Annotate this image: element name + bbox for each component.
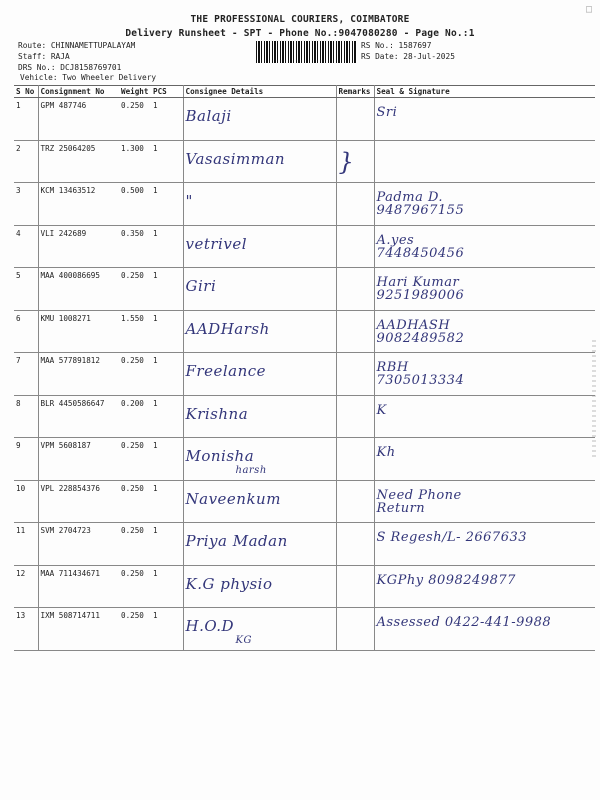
consignee-name: vetrivel [185, 234, 247, 253]
signature-text: Assessed 0422-441-9988 [376, 615, 552, 630]
row-remarks [336, 480, 374, 523]
row-consignee [183, 395, 336, 438]
table-row [14, 310, 595, 353]
row-signature [374, 225, 595, 268]
table-row [14, 395, 595, 438]
row-consignee [183, 98, 336, 141]
row-consignment: MAA 577891812 [38, 353, 119, 396]
row-weight: 0.250 [119, 438, 151, 481]
rs-number: RS No.: 1587697 [361, 41, 432, 50]
col-consignee: Consignee Details [183, 86, 336, 98]
consignee-handwriting [186, 107, 334, 125]
row-consignee [183, 565, 336, 608]
row-weight: 0.250 [119, 565, 151, 608]
row-signature [374, 140, 595, 183]
row-pcs: 1 [151, 395, 183, 438]
row-signature [374, 608, 595, 651]
row-consignment: VPM 5608187 [38, 438, 119, 481]
consignee-handwriting [186, 532, 334, 550]
signature-handwriting [377, 318, 594, 346]
row-sno: 7 [14, 353, 38, 396]
company-title: THE PROFESSIONAL COURIERS, COIMBATORE [190, 14, 410, 25]
row-sno: 12 [14, 565, 38, 608]
signature-text: RBH [376, 360, 409, 375]
row-sno: 8 [14, 395, 38, 438]
row-weight: 1.550 [119, 310, 151, 353]
row-remarks [336, 438, 374, 481]
row-sno: 6 [14, 310, 38, 353]
row-consignment: IXM 508714711 [38, 608, 119, 651]
row-remarks [336, 353, 374, 396]
row-consignment: KCM 13463512 [38, 183, 119, 226]
table-row [14, 438, 595, 481]
row-consignee [183, 183, 336, 226]
row-signature [374, 438, 595, 481]
row-signature [374, 395, 595, 438]
row-weight: 0.250 [119, 98, 151, 141]
row-consignment: BLR 4450586647 [38, 395, 119, 438]
consignee-name: K.G physio [185, 574, 273, 593]
col-pcs: PCS [151, 86, 183, 98]
row-pcs: 1 [151, 353, 183, 396]
corner-icon: □ [585, 4, 592, 15]
row-consignee [183, 310, 336, 353]
row-pcs: 1 [151, 98, 183, 141]
consignee-name: AADHarsh [185, 319, 270, 338]
signature-handwriting [377, 105, 594, 120]
row-pcs: 1 [151, 183, 183, 226]
signature-phone: 9082489582 [376, 330, 465, 346]
consignee-handwriting [185, 617, 334, 646]
row-signature [374, 565, 595, 608]
signature-handwriting [377, 360, 594, 388]
row-remarks [336, 523, 374, 566]
remarks-mark: } [338, 147, 354, 176]
signature-handwriting [377, 530, 594, 545]
row-remarks [336, 565, 374, 608]
signature-handwriting [377, 573, 594, 588]
col-sno: S No [14, 86, 38, 98]
signature-handwriting [377, 190, 594, 218]
rs-date: RS Date: 28-Jul-2025 [361, 52, 455, 61]
row-weight: 0.250 [119, 268, 151, 311]
row-remarks [336, 310, 374, 353]
row-sno: 9 [14, 438, 38, 481]
vehicle-field: Vehicle: Two Wheeler Delivery [20, 73, 157, 82]
row-signature [374, 523, 595, 566]
row-consignment: SVM 2704723 [38, 523, 119, 566]
table-row [14, 268, 595, 311]
consignee-handwriting [186, 277, 334, 295]
row-remarks [336, 608, 374, 651]
route-field: Route: CHINNAMETTUPALAYAM [18, 41, 136, 50]
row-consignee [183, 438, 336, 481]
signature-text: Padma D. [376, 190, 444, 205]
signature-phone: 7448450456 [376, 245, 465, 261]
consignee-handwriting [186, 150, 334, 168]
barcode [256, 41, 357, 63]
row-consignee [183, 523, 336, 566]
col-weight: Weight [119, 86, 151, 98]
signature-handwriting [377, 445, 594, 460]
row-weight: 0.250 [119, 353, 151, 396]
row-sno: 3 [14, 183, 38, 226]
row-remarks [336, 225, 374, 268]
row-sno: 13 [14, 608, 38, 651]
row-consignment: GPM 487746 [38, 98, 119, 141]
signature-text: A.yes [376, 232, 415, 248]
signature-text: Hari Kumar [376, 275, 460, 290]
signature-handwriting [377, 615, 594, 630]
consignee-handwriting [186, 320, 334, 338]
row-signature [374, 268, 595, 311]
row-consignee [183, 140, 336, 183]
consignee-handwriting [186, 405, 334, 423]
drs-field: DRS No.: DCJ8158769701 [18, 63, 122, 72]
row-sno: 11 [14, 523, 38, 566]
signature-text: S Regesh/L- 2667633 [376, 530, 528, 545]
row-remarks [336, 140, 374, 183]
col-consignment: Consignment No [38, 86, 119, 98]
consignee-handwriting [186, 235, 334, 253]
row-signature [374, 183, 595, 226]
table-row [14, 565, 595, 608]
table-row [14, 608, 595, 651]
consignee-name: Balaji [185, 107, 232, 125]
table-row [14, 523, 595, 566]
signature-text: AADHASH [376, 317, 451, 333]
consignee-handwriting [186, 362, 334, 380]
runsheet-table [14, 85, 595, 651]
signature-phone: Return [376, 500, 426, 516]
row-pcs: 1 [151, 565, 183, 608]
row-consignment: VLI 242689 [38, 225, 119, 268]
row-consignment: KMU 1008271 [38, 310, 119, 353]
row-weight: 0.250 [119, 523, 151, 566]
row-sno: 5 [14, 268, 38, 311]
row-weight: 0.250 [119, 480, 151, 523]
row-consignee [183, 225, 336, 268]
signature-phone: 9487967155 [376, 203, 465, 218]
col-remarks: Remarks [336, 86, 374, 98]
meta-left [18, 40, 238, 73]
row-pcs: 1 [151, 140, 183, 183]
table-row [14, 353, 595, 396]
signature-phone: 9251989006 [376, 288, 465, 303]
consignee-name: Freelance [185, 362, 267, 380]
consignee-name: H.O.D [185, 617, 235, 635]
signature-phone: 7305013334 [376, 373, 465, 388]
row-weight: 0.200 [119, 395, 151, 438]
signature-text: Kh [376, 445, 396, 460]
row-pcs: 1 [151, 225, 183, 268]
row-consignee [183, 608, 336, 651]
consignee-name: " [185, 192, 193, 210]
table-row [14, 480, 595, 523]
row-consignee [183, 353, 336, 396]
row-pcs: 1 [151, 268, 183, 311]
row-sno: 10 [14, 480, 38, 523]
row-consignment: VPL 228854376 [38, 480, 119, 523]
consignee-name: Giri [185, 277, 217, 295]
row-sno: 1 [14, 98, 38, 141]
row-signature [374, 480, 595, 523]
row-consignment: MAA 711434671 [38, 565, 119, 608]
row-sno: 4 [14, 225, 38, 268]
signature-text: K [376, 402, 387, 418]
signature-handwriting [377, 233, 594, 261]
signature-text: KGPhy 8098249877 [376, 572, 516, 588]
table-row [14, 140, 595, 183]
col-signature: Seal & Signature [374, 86, 595, 98]
signature-handwriting [377, 275, 594, 303]
consignee-name: Naveenkum [185, 489, 281, 508]
signature-text: Sri [376, 105, 398, 120]
table-row [14, 225, 595, 268]
consignee-handwriting [186, 575, 334, 593]
row-pcs: 1 [151, 310, 183, 353]
row-signature [374, 353, 595, 396]
consignee-name: Krishna [185, 404, 249, 423]
table-header [14, 86, 595, 98]
row-weight: 1.300 [119, 140, 151, 183]
consignee-name: Priya Madan [185, 532, 288, 550]
runsheet-subtitle: Delivery Runsheet - SPT - Phone No.:9047080280 - Page No.:1 [125, 28, 475, 39]
row-consignment: TRZ 25064205 [38, 140, 119, 183]
row-signature [374, 98, 595, 141]
row-remarks [336, 395, 374, 438]
consignee-extra: KG [235, 635, 252, 646]
meta-right [361, 40, 561, 62]
row-remarks [336, 98, 374, 141]
consignee-handwriting [186, 192, 334, 210]
consignee-handwriting [185, 447, 334, 476]
row-pcs: 1 [151, 608, 183, 651]
row-remarks [336, 183, 374, 226]
row-weight: 0.250 [119, 608, 151, 651]
row-remarks [336, 268, 374, 311]
signature-text: Need Phone [376, 487, 462, 503]
signature-handwriting [377, 488, 594, 516]
consignee-name: Vasasimman [185, 149, 286, 168]
row-pcs: 1 [151, 480, 183, 523]
row-consignee [183, 268, 336, 311]
staff-field: Staff: RAJA [18, 52, 70, 61]
row-consignee [183, 480, 336, 523]
row-pcs: 1 [151, 438, 183, 481]
row-consignment: MAA 400086695 [38, 268, 119, 311]
signature-handwriting [377, 403, 594, 418]
consignee-handwriting [186, 490, 334, 508]
table-row [14, 98, 595, 141]
row-weight: 0.500 [119, 183, 151, 226]
row-sno: 2 [14, 140, 38, 183]
table-row [14, 183, 595, 226]
row-signature [374, 310, 595, 353]
row-pcs: 1 [151, 523, 183, 566]
consignee-name: Monisha [185, 447, 255, 465]
consignee-extra: harsh [235, 465, 267, 476]
row-weight: 0.350 [119, 225, 151, 268]
